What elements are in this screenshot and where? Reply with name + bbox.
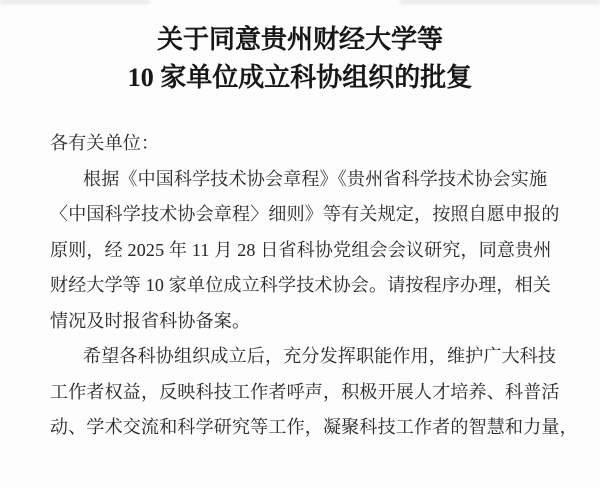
paragraph-1-line-3: 原则，经 2025 年 11 月 28 日省科协党组会会议研究，同意贵州	[50, 239, 552, 260]
document-title	[0, 21, 600, 97]
paragraph-2-line-3: 动、学术交流和科学研究等工作，凝聚科技工作者的智慧和力量，	[50, 417, 578, 437]
scan-artifact-top-left	[0, 0, 150, 4]
paragraph-2-line-2: 工作者权益，反映科技工作者呼声，积极开展人才培养、科普活	[50, 381, 560, 402]
title-line-2: 10 家单位成立科协组织的批复	[127, 63, 473, 92]
scan-artifact-top-right	[400, 0, 600, 4]
salutation: 各有关单位：	[50, 133, 160, 153]
paragraph-2-line-1: 希望各科协组织成立后，充分发挥职能作用，维护广大科技	[83, 346, 557, 366]
paragraph-1-line-2: 〈中国科学技术协会章程〉细则》等有关规定，按照自愿申报的	[50, 204, 560, 224]
title-line-1: 关于同意贵州财经大学等	[156, 25, 443, 54]
paragraph-1-line-5: 情况及时报省科协备案。	[50, 310, 251, 331]
document-body	[50, 126, 578, 446]
paragraph-1-line-4: 财经大学等 10 家单位成立科学技术协会。请按程序办理，相关	[50, 275, 551, 295]
paragraph-1-line-1: 根据《中国科学技术协会章程》《贵州省科学技术协会实施	[83, 168, 548, 189]
